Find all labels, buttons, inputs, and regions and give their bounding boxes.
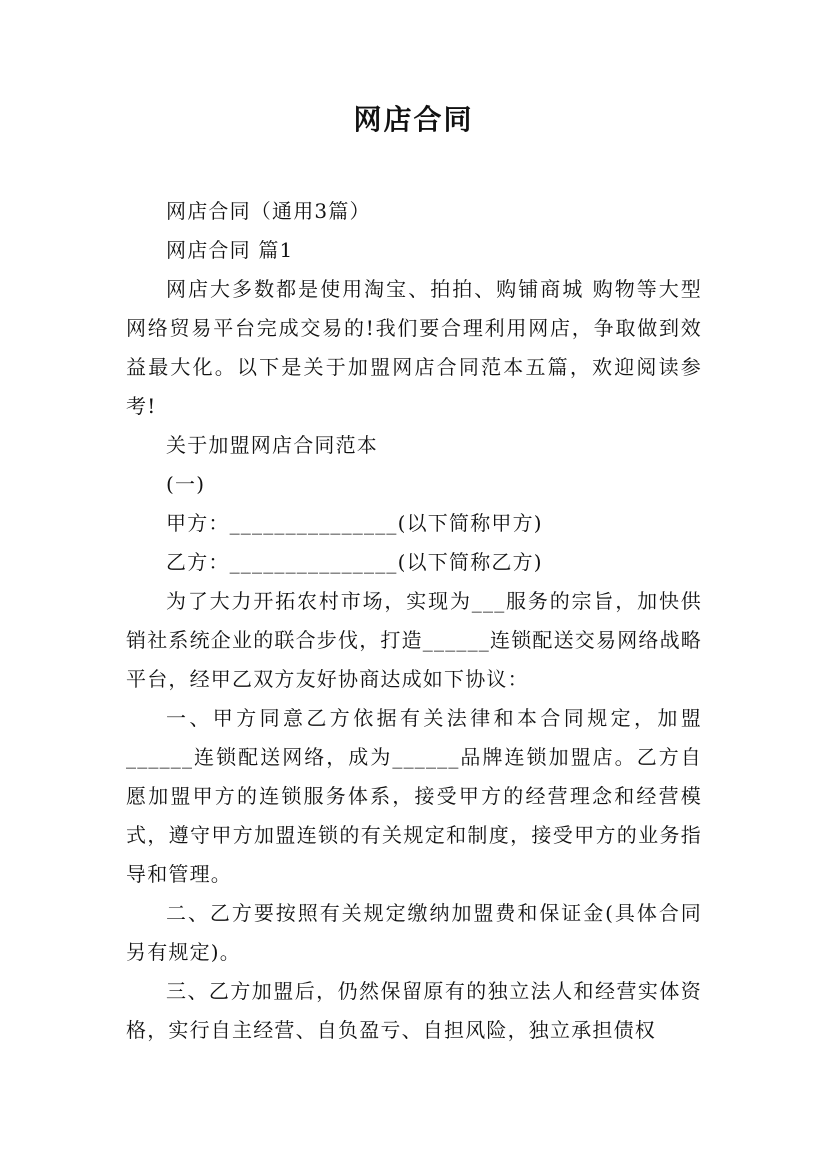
paragraph-party-b: 乙方：_______________(以下简称乙方) — [166, 550, 543, 574]
paragraph-subheading: 关于加盟网店合同范本 — [166, 433, 378, 457]
paragraph-clause-2: 二、乙方要按照有关规定缴纳加盟费和保证金(具体合同另有规定)。 — [126, 901, 702, 964]
paragraph-heading-part-1: 网店合同 篇1 — [166, 238, 294, 262]
document-body — [126, 192, 702, 1050]
document-title: 网店合同 — [353, 103, 474, 136]
paragraph-section-number: (一) — [166, 472, 206, 496]
paragraph-clause-1: 一、甲方同意乙方依据有关法律和本合同规定，加盟______连锁配送网络，成为______品牌连锁加盟店。乙方自愿加盟甲方的连锁服务体系，接受甲方的经营理念和经营模式，遵守甲方加盟连锁的有关规定和制度，接受甲方的业务指导和管理。 — [126, 706, 702, 886]
paragraph-preamble: 为了大力开拓农村市场，实现为___服务的宗旨，加快供销社系统企业的联合步伐，打造______连锁配送交易网络战略平台，经甲乙双方友好协商达成如下协议： — [126, 589, 702, 691]
paragraph-clause-3: 三、乙方加盟后，仍然保留原有的独立法人和经营实体资格，实行自主经营、自负盈亏、自担风险，独立承担债权 — [126, 979, 702, 1042]
paragraph-intro: 网店大多数都是使用淘宝、拍拍、购铺商城 购物等大型网络贸易平台完成交易的!我们要合理利用网店，争取做到效益最大化。以下是关于加盟网店合同范本五篇，欢迎阅读参考! — [126, 277, 702, 418]
paragraph-heading-general: 网店合同（通用3篇） — [166, 199, 371, 223]
paragraph-party-a: 甲方：_______________(以下简称甲方) — [166, 511, 543, 535]
